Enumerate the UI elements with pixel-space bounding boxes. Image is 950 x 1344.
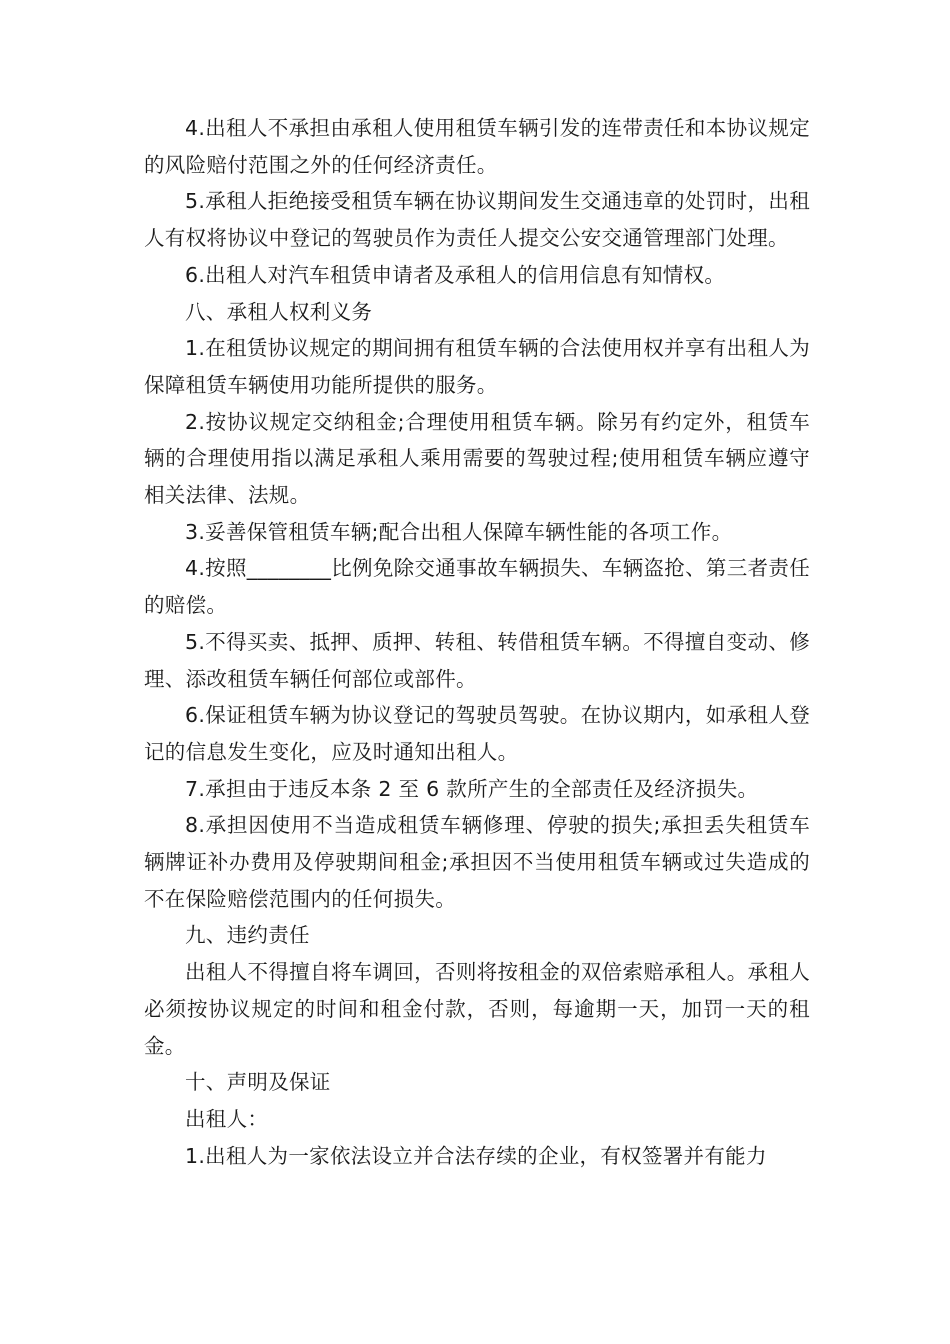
paragraph-lessor-clause-5: 5.承租人拒绝接受租赁车辆在协议期间发生交通违章的处罚时，出租人有权将协议中登记的驾驶员作为责任人提交公安交通管理部门处理。 <box>144 189 810 251</box>
section-heading-breach-liability: 九、违约责任 <box>185 923 310 948</box>
section-heading-lessee-rights: 八、承租人权利义务 <box>185 299 373 324</box>
paragraph-lessee-clause-2: 2.按协议规定交纳租金;合理使用租赁车辆。除另有约定外，租赁车辆的合理使用指以满足承租人乘用需要的驾驶过程;使用租赁车辆应遵守相关法律、法规。 <box>144 409 810 508</box>
paragraph-lessee-clause-7: 7.承担由于违反本条 2 至 6 款所产生的全部责任及经济损失。 <box>185 776 759 801</box>
paragraph-breach-liability: 出租人不得擅自将车调回，否则将按租金的双倍索赔承租人。承租人必须按协议规定的时间和租金付款，否则，每逾期一天，加罚一天的租金。 <box>144 960 810 1058</box>
paragraph-lessee-clause-1: 1.在租赁协议规定的期间拥有租赁车辆的合法使用权并享有出租人为保障租赁车辆使用功能所提供的服务。 <box>144 336 810 397</box>
paragraph-lessee-clause-4: 4.按照________比例免除交通事故车辆损失、车辆盗抢、第三者责任的赔偿。 <box>144 556 810 618</box>
paragraph-lessor-clause-6: 6.出租人对汽车租赁申请者及承租人的信用信息有知情权。 <box>185 262 726 287</box>
section-heading-declarations: 十、声明及保证 <box>185 1070 331 1095</box>
document-body <box>144 110 810 1174</box>
paragraph-lessee-clause-5: 5.不得买卖、抵押、质押、转租、转借租赁车辆。不得擅自变动、修理、添改租赁车辆任何部位或部件。 <box>144 629 810 691</box>
paragraph-lessor-clause-4: 4.出租人不承担由承租人使用租赁车辆引发的连带责任和本协议规定的风险赔付范围之外的任何经济责任。 <box>144 116 810 177</box>
paragraph-lessee-clause-6: 6.保证租赁车辆为协议登记的驾驶员驾驶。在协议期内，如承租人登记的信息发生变化，应及时通知出租人。 <box>144 703 810 764</box>
paragraph-lessor-label: 出租人： <box>185 1106 269 1131</box>
paragraph-declaration-clause-1: 1.出租人为一家依法设立并合法存续的企业，有权签署并有能力 <box>185 1143 767 1168</box>
paragraph-lessee-clause-8: 8.承担因使用不当造成租赁车辆修理、停驶的损失;承担丢失租赁车辆牌证补办费用及停驶期间租金;承担因不当使用租赁车辆或过失造成的不在保险赔偿范围内的任何损失。 <box>144 813 810 911</box>
paragraph-lessee-clause-3: 3.妥善保管租赁车辆;配合出租人保障车辆性能的各项工作。 <box>185 519 733 544</box>
